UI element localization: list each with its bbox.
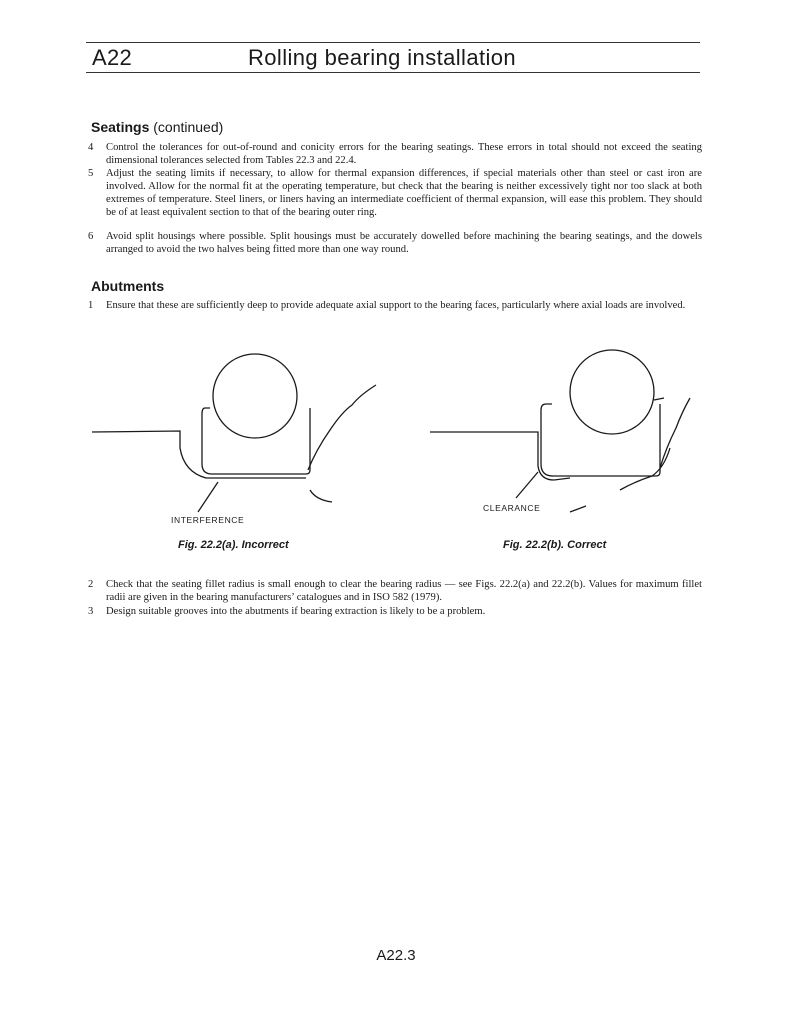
section-heading-seatings-bold: Seatings	[91, 119, 150, 135]
header-rule-bottom	[86, 72, 700, 73]
section-heading-seatings	[91, 119, 223, 135]
figure-22-2b-diagram	[420, 340, 710, 520]
bearing-ring	[202, 408, 310, 474]
list-item	[88, 299, 702, 312]
page-number: A22.3	[376, 947, 416, 964]
list-item-number: 6	[88, 231, 94, 242]
bearing-ball	[213, 354, 297, 438]
list-item-text: Ensure that these are sufficiently deep to provide adequate axial support to the bearing faces, particularly where axial loads are involved.	[106, 300, 686, 311]
figure-caption-b: Fig. 22.2(b). Correct	[503, 539, 607, 551]
list-item-text: Control the tolerances for out-of-round and conicity errors for the bearing seatings. These errors in total should not exceed the seating dimensional tolerances selected from Tables 22.3 and 22.4.	[106, 142, 702, 166]
list-item-text: Adjust the seating limits if necessary, to allow for thermal expansion differences, if special materials other than steel or cast iron are involved. Allow for the normal fit at the operating temperature, but check that the bearing is neither excessively tight nor too slack at both extremes of temperature. Steel liners, or liners having an intermediate coefficient of thermal expansion, will ease this problem. They should be of at least equivalent section to that of the bearing outer ring.	[106, 168, 702, 218]
housing-lower	[310, 490, 332, 502]
list-item-text: Design suitable grooves into the abutments if bearing extraction is likely to be a problem.	[106, 606, 486, 617]
shaft-line	[92, 431, 306, 478]
figure-22-2a-diagram	[80, 340, 390, 520]
housing-abutment	[660, 398, 690, 468]
figure-label-interference: INTERFERENCE	[171, 515, 245, 525]
list-item-text: Avoid split housings where possible. Split housings must be accurately dowelled before machining the bearing seatings, and the dowels arranged to avoid the two halves being fitted more than one way round.	[106, 231, 702, 255]
bearing-ring	[541, 404, 660, 476]
list-item-number: 3	[88, 606, 94, 617]
figure-caption-a: Fig. 22.2(a). Incorrect	[178, 539, 289, 551]
list-item	[88, 141, 702, 167]
list-item-number: 2	[88, 579, 94, 590]
clearance-leader	[516, 472, 538, 498]
list-item	[88, 230, 702, 256]
section-heading-abutments: Abutments	[91, 278, 165, 294]
list-item-number: 4	[88, 142, 94, 153]
housing-abutment-tip	[654, 398, 664, 400]
page-title: Rolling bearing installation	[248, 45, 517, 70]
chapter-code: A22	[92, 45, 133, 70]
interference-leader	[198, 482, 218, 512]
housing-lower	[620, 448, 670, 490]
list-item	[88, 578, 702, 604]
list-item-text: Check that the seating fillet radius is small enough to clear the bearing radius — see Figs. 22.2(a) and 22.2(b). Values for maximum fillet radii are given in the bearing manufacturers’ catalogues and in ISO 582 (1979).	[106, 579, 702, 603]
figure-label-clearance: CLEARANCE	[483, 503, 541, 513]
header-rule-top	[86, 42, 700, 43]
list-item	[88, 605, 702, 618]
bearing-ball	[570, 350, 654, 434]
list-item-number: 1	[88, 300, 94, 311]
section-heading-seatings-suffix: (continued)	[153, 119, 224, 135]
list-item	[88, 167, 702, 219]
housing-edge	[570, 506, 586, 512]
list-item-number: 5	[88, 168, 94, 179]
shaft-line	[430, 432, 570, 480]
housing-abutment	[308, 385, 376, 470]
